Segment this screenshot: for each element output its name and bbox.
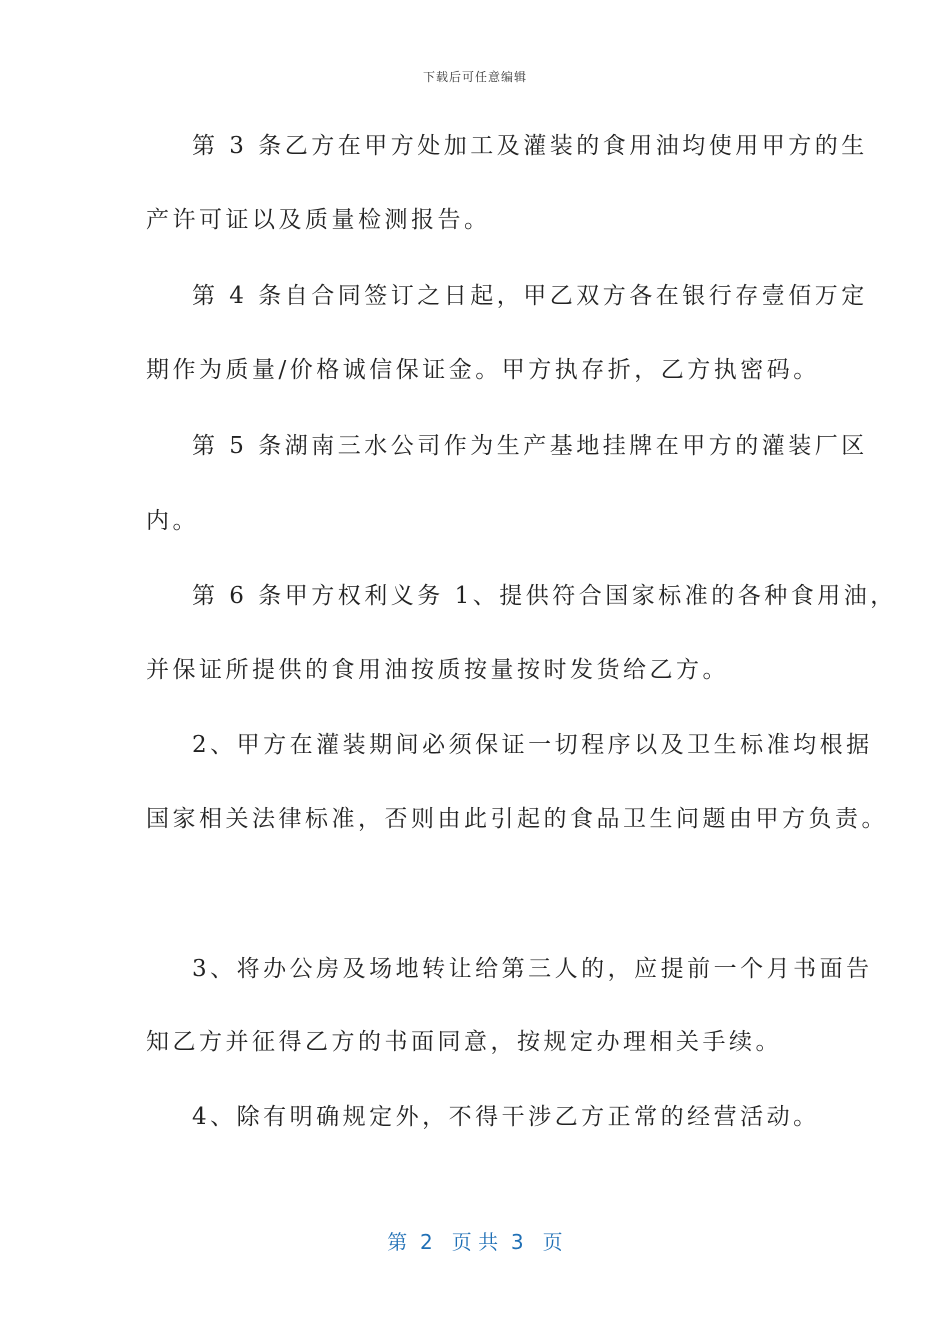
paragraph-line: 知乙方并征得乙方的书面同意，按规定办理相关手续。 — [146, 1029, 782, 1055]
paragraph-line: 2、甲方在灌装期间必须保证一切程序以及卫生标准均根据 — [192, 732, 873, 758]
paragraph-line: 并保证所提供的食用油按质按量按时发货给乙方。 — [146, 657, 729, 683]
paragraph-line: 期作为质量/价格诚信保证金。甲方执存折，乙方执密码。 — [146, 357, 820, 383]
paragraph-line: 4、除有明确规定外，不得干涉乙方正常的经营活动。 — [192, 1104, 820, 1130]
header-note: 下载后可任意编辑 — [422, 70, 527, 84]
paragraph-line: 3、将办公房及场地转让给第三人的，应提前一个月书面告 — [192, 956, 873, 982]
paragraph-line: 第 5 条湖南三水公司作为生产基地挂牌在甲方的灌装厂区 — [192, 433, 868, 459]
paragraph-line: 内。 — [146, 508, 199, 534]
paragraph-line: 产许可证以及质量检测报告。 — [146, 207, 491, 233]
paragraph-line: 国家相关法律标准，否则由此引起的食品卫生问题由甲方负责。 — [146, 806, 888, 832]
page-number-footer: 第 2 页 共 3 页 — [387, 1230, 563, 1254]
paragraph-line: 第 3 条乙方在甲方处加工及灌装的食用油均使用甲方的生 — [192, 133, 868, 159]
paragraph-line: 第 4 条自合同签订之日起，甲乙双方各在银行存壹佰万定 — [192, 283, 868, 309]
paragraph-line: 第 6 条甲方权利义务 1、提供符合国家标准的各种食用油， — [192, 583, 897, 609]
